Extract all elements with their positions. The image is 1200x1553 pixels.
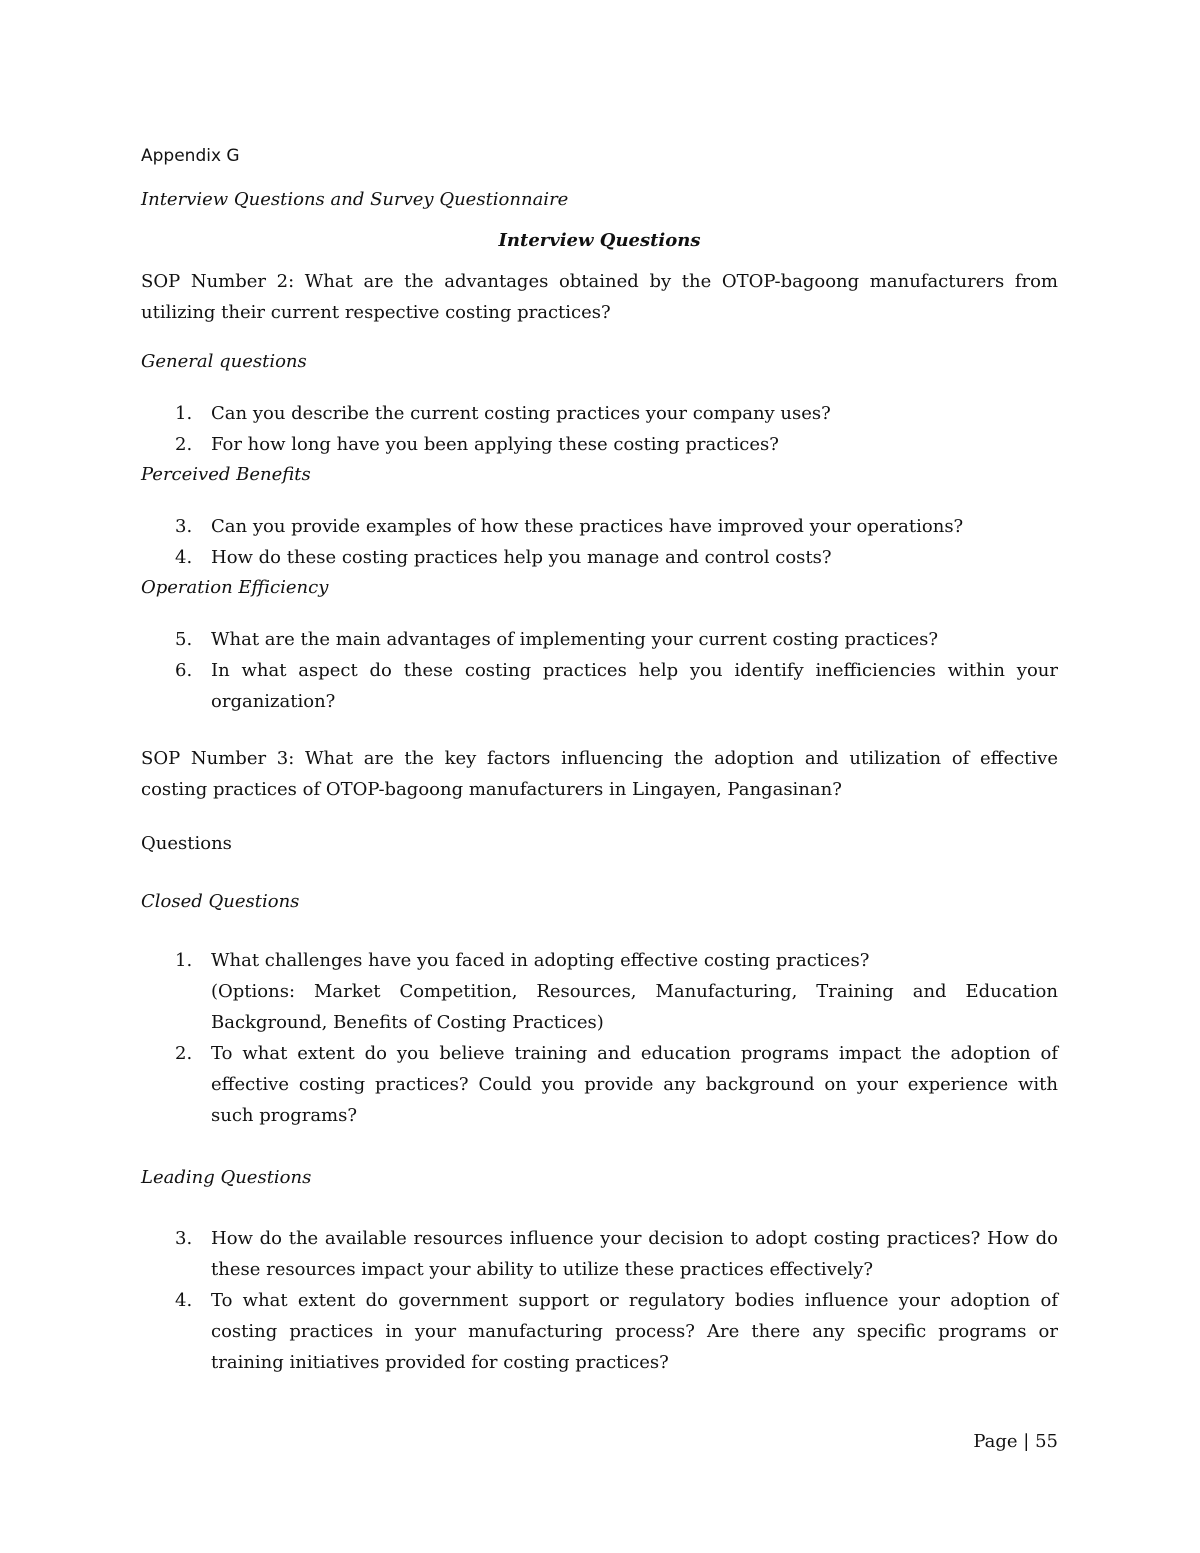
item-number: 2. (175, 1043, 193, 1064)
sop-3-question: SOP Number 3: What are the key factors influencing the adoption and utilization of effective costing practices of OTOP-bagoong manufacturers in Lingayen, Pangasinan? (141, 748, 1058, 800)
list-item (141, 624, 1058, 655)
item-text: Can you describe the current costing practices your company uses? (211, 403, 831, 424)
item-number: 6. (175, 660, 193, 681)
item-text: What are the main advantages of implementing your current costing practices? (211, 629, 939, 650)
perceived-benefits-heading: Perceived Benefits (141, 464, 311, 485)
page-number: Page | 55 (973, 1431, 1058, 1452)
item-text: How do these costing practices help you manage and control costs? (211, 547, 832, 568)
item-text: What challenges have you faced in adopting effective costing practices? (211, 950, 870, 971)
list-item (141, 1285, 1058, 1378)
item-number: 4. (175, 547, 193, 568)
sop-2-question: SOP Number 2: What are the advantages obtained by the OTOP-bagoong manufacturers from utilizing their current respective costing practices? (141, 271, 1058, 323)
operation-efficiency-heading: Operation Efficiency (141, 577, 329, 598)
item-number: 4. (175, 1290, 193, 1311)
item-number: 2. (175, 434, 193, 455)
item-number: 5. (175, 629, 193, 650)
questions-label: Questions (141, 833, 232, 854)
list-item (141, 429, 1058, 460)
item-number: 1. (175, 403, 193, 424)
list-item (141, 1038, 1058, 1131)
closed-questions-heading: Closed Questions (141, 891, 300, 912)
list-item (141, 655, 1058, 717)
list-item (141, 398, 1058, 429)
item-text: Can you provide examples of how these practices have improved your operations? (211, 516, 964, 537)
list-item (141, 945, 1058, 1038)
list-item (141, 542, 1058, 573)
list-item (141, 1223, 1058, 1285)
item-number: 1. (175, 950, 193, 971)
item-number: 3. (175, 1228, 193, 1249)
item-text: In what aspect do these costing practices help you identify inefficiencies within your organization? (211, 660, 1058, 712)
item-number: 3. (175, 516, 193, 537)
document-subtitle: Interview Questions and Survey Questionnaire (141, 189, 569, 210)
item-options: (Options: Market Competition, Resources, Manufacturing, Training and Education Background, Benefits of Costing Practices) (211, 981, 1058, 1033)
item-text: How do the available resources influence your decision to adopt costing practices? How do these resources impact your ability to utilize these practices effectively? (211, 1228, 1058, 1280)
appendix-label: Appendix G (141, 146, 240, 166)
leading-questions-heading: Leading Questions (141, 1167, 312, 1188)
item-text: To what extent do you believe training and education programs impact the adoption of effective costing practices? Could you provide any background on your experience with such programs? (211, 1043, 1058, 1126)
general-questions-heading: General questions (141, 351, 307, 372)
item-text: For how long have you been applying these costing practices? (211, 434, 779, 455)
section-title: Interview Questions (498, 230, 701, 251)
item-text: To what extent do government support or regulatory bodies influence your adoption of costing practices in your manufacturing process? Are there any specific programs or training initiatives provided for costing practices? (211, 1290, 1058, 1373)
list-item (141, 511, 1058, 542)
